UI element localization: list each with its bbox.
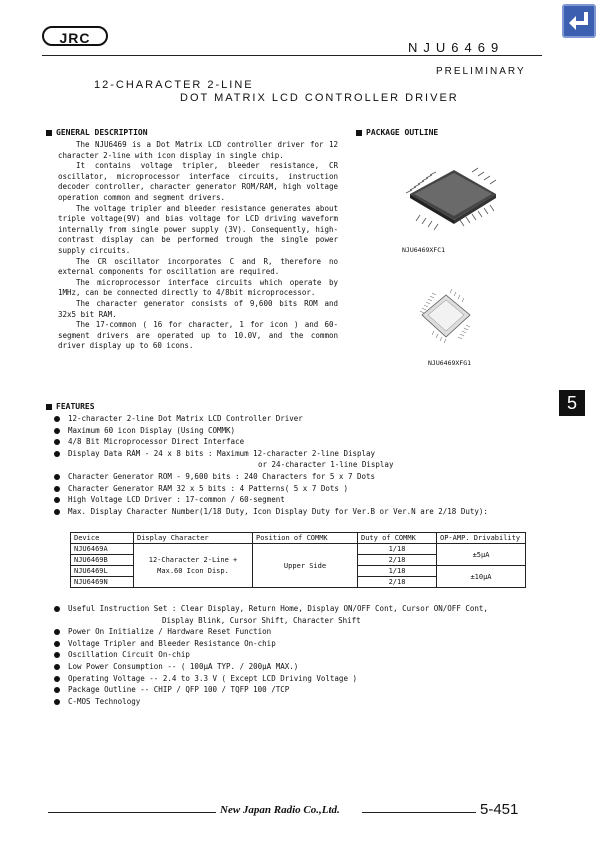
package-qfp-figure	[398, 160, 508, 254]
header-rule	[42, 55, 542, 56]
bullet-icon	[54, 687, 60, 693]
description-paragraph: The character generator consists of 9,600 bits ROM and 32x5 bit RAM.	[58, 298, 338, 319]
feature-item	[52, 448, 532, 460]
feature-text: Operating Voltage -- 2.4 to 3.3 V ( Except LCD Driving Voltage )	[68, 673, 357, 683]
bullet-icon	[54, 428, 60, 434]
section-tab: 5	[559, 390, 585, 416]
feature-text: Useful Instruction Set : Clear Display, Return Home, Display ON/OFF Cont, Cursor ON/OFF Cont,	[68, 604, 488, 613]
feature-text: Max. Display Character Number(1/18 Duty, Icon Display Duty for Ver.B or Ver.N are 2/18 Duty):	[68, 506, 488, 516]
bullet-icon	[54, 497, 60, 503]
table-cell: 2/18	[358, 555, 437, 566]
table-cell: 1/18	[358, 566, 437, 577]
feature-text: Character Generator RAM 32 x 5 bits : 4 Patterns( 5 x 7 Dots )	[68, 483, 348, 493]
description-paragraph: The CR oscillator incorporates C and R, therefore no external components for oscillation are required.	[58, 256, 338, 277]
table-header: Display Character	[134, 533, 253, 544]
feature-item	[52, 661, 532, 673]
feature-item	[52, 459, 532, 471]
description-paragraph: The microprocessor interface circuits which operate by 1MHz, can be connected directly to 4/8bit microprocessor.	[58, 277, 338, 298]
bullet-icon	[54, 676, 60, 682]
footer-rule-right	[362, 812, 476, 813]
table-cell: Upper Side	[253, 544, 358, 588]
general-description	[58, 140, 338, 352]
section-marker-icon	[46, 130, 52, 136]
bullet-icon	[54, 474, 60, 480]
page-number: 5-451	[480, 801, 519, 818]
feature-item	[52, 483, 532, 495]
description-paragraph: It contains voltage tripler, bleeder resistance, CR oscillator, microprocessor interface circuits, instruction decoder controller, character generator ROM/RAM, high voltage operation common and segment drivers.	[58, 161, 338, 202]
feature-text: 12-character 2-line Dot Matrix LCD Controller Driver	[68, 414, 303, 423]
features-list	[52, 413, 532, 517]
qfp-chip-icon	[398, 160, 508, 240]
package-label: NJU6469XFG1	[428, 359, 472, 367]
feature-text: Package Outline -- CHIP / QFP 100 / TQFP 100 /TCP	[68, 685, 290, 695]
feature-text: Character Generator ROM - 9,600 bits : 240 Characters for 5 x 7 Dots	[68, 471, 376, 481]
feature-item	[52, 603, 532, 615]
part-number: NJU6469	[408, 40, 505, 55]
feature-text: Power On Initialize / Hardware Reset Function	[68, 627, 272, 637]
feature-text: High Voltage LCD Driver : 17-common / 60-segment	[68, 495, 285, 505]
return-button[interactable]	[562, 4, 596, 38]
feature-text: Display Data RAM - 24 x 8 bits : Maximum 12-character 2-line Display	[68, 448, 376, 458]
table-header: OP-AMP. Drivability	[437, 533, 526, 544]
table-cell: 12-Character 2-Line + Max.60 Icon Disp.	[134, 544, 253, 588]
table-cell: NJU6469L	[71, 566, 134, 577]
description-paragraph: The 17-common ( 16 for character, 1 for icon ) and 60-segment drivers are operated up to 10.0V, and the common driver display up to 60 icons.	[58, 320, 338, 351]
feature-text: 4/8 Bit Microprocessor Direct Interface	[68, 437, 245, 447]
bullet-icon	[54, 699, 60, 705]
feature-text: or 24-character 1-line Display	[258, 460, 394, 470]
jrc-logo: JRC	[42, 26, 108, 46]
package-outline-heading: PACKAGE OUTLINE	[356, 128, 438, 137]
spec-table	[70, 532, 526, 588]
table-cell: NJU6469A	[71, 544, 134, 555]
table-header-row	[71, 533, 526, 544]
small-chip-icon	[416, 283, 476, 353]
return-arrow-icon	[564, 6, 594, 36]
features-heading: FEATURES	[46, 402, 95, 411]
footer-brand: New Japan Radio Co.,Ltd.	[220, 804, 340, 816]
table-cell: 2/18	[358, 577, 437, 588]
feature-text: Maximum 60 icon Display (Using COMMK)	[68, 425, 236, 435]
table-row	[71, 544, 526, 555]
feature-item	[52, 506, 532, 518]
table-cell: 1/18	[358, 544, 437, 555]
bullet-icon	[54, 629, 60, 635]
bullet-icon	[54, 451, 60, 457]
feature-text: Voltage Tripler and Bleeder Resistance On-chip	[68, 638, 276, 648]
features-list-continued	[52, 603, 532, 707]
package-chip-figure	[416, 283, 476, 367]
table-header: Duty of COMMK	[358, 533, 437, 544]
bullet-icon	[54, 652, 60, 658]
section-marker-icon	[46, 404, 52, 410]
feature-item	[52, 494, 532, 506]
feature-text: Oscillation Circuit On-chip	[68, 650, 190, 660]
bullet-icon	[54, 509, 60, 515]
feature-item	[52, 696, 532, 708]
feature-item	[52, 673, 532, 685]
table-header: Device	[71, 533, 134, 544]
feature-text: Display Blink, Cursor Shift, Character Shift	[162, 615, 361, 625]
description-paragraph: The NJU6469 is a Dot Matrix LCD controller driver for 12 character 2-line with icon display in single chip.	[58, 140, 338, 160]
bullet-icon	[54, 606, 60, 612]
bullet-icon	[54, 439, 60, 445]
feature-item	[52, 425, 532, 437]
table-cell: ±10µA	[437, 566, 526, 588]
feature-text: C-MOS Technology	[68, 696, 141, 706]
bullet-icon	[54, 486, 60, 492]
feature-item	[52, 626, 532, 638]
feature-item	[52, 649, 532, 661]
general-description-heading: GENERAL DESCRIPTION	[46, 128, 148, 137]
table-cell: NJU6469N	[71, 577, 134, 588]
footer-rule-left	[48, 812, 216, 813]
bullet-icon	[54, 641, 60, 647]
feature-text: Low Power Consumption -- ( 100µA TYP. / 200µA MAX.)	[68, 661, 299, 671]
doc-title-line2: DOT MATRIX LCD CONTROLLER DRIVER	[180, 92, 459, 104]
package-label: NJU6469XFC1	[402, 246, 446, 254]
feature-item	[52, 684, 532, 696]
bullet-icon	[54, 416, 60, 422]
bullet-icon	[54, 664, 60, 670]
feature-item	[52, 638, 532, 650]
feature-item	[52, 413, 532, 425]
feature-item	[52, 615, 532, 627]
status-label: PRELIMINARY	[436, 66, 526, 77]
doc-title-line1: 12-CHARACTER 2-LINE	[94, 79, 254, 91]
table-cell: ±5µA	[437, 544, 526, 566]
feature-item	[52, 436, 532, 448]
table-cell: NJU6469B	[71, 555, 134, 566]
feature-item	[52, 471, 532, 483]
description-paragraph: The voltage tripler and bleeder resistance generates about triple voltage(9V) and bias voltage for LCD driving waveform internally from single power supply (3V). Consequently, high-contrast display can be performed trough the single power supply circuits.	[58, 203, 338, 255]
table-header: Position of COMMK	[253, 533, 358, 544]
section-marker-icon	[356, 130, 362, 136]
